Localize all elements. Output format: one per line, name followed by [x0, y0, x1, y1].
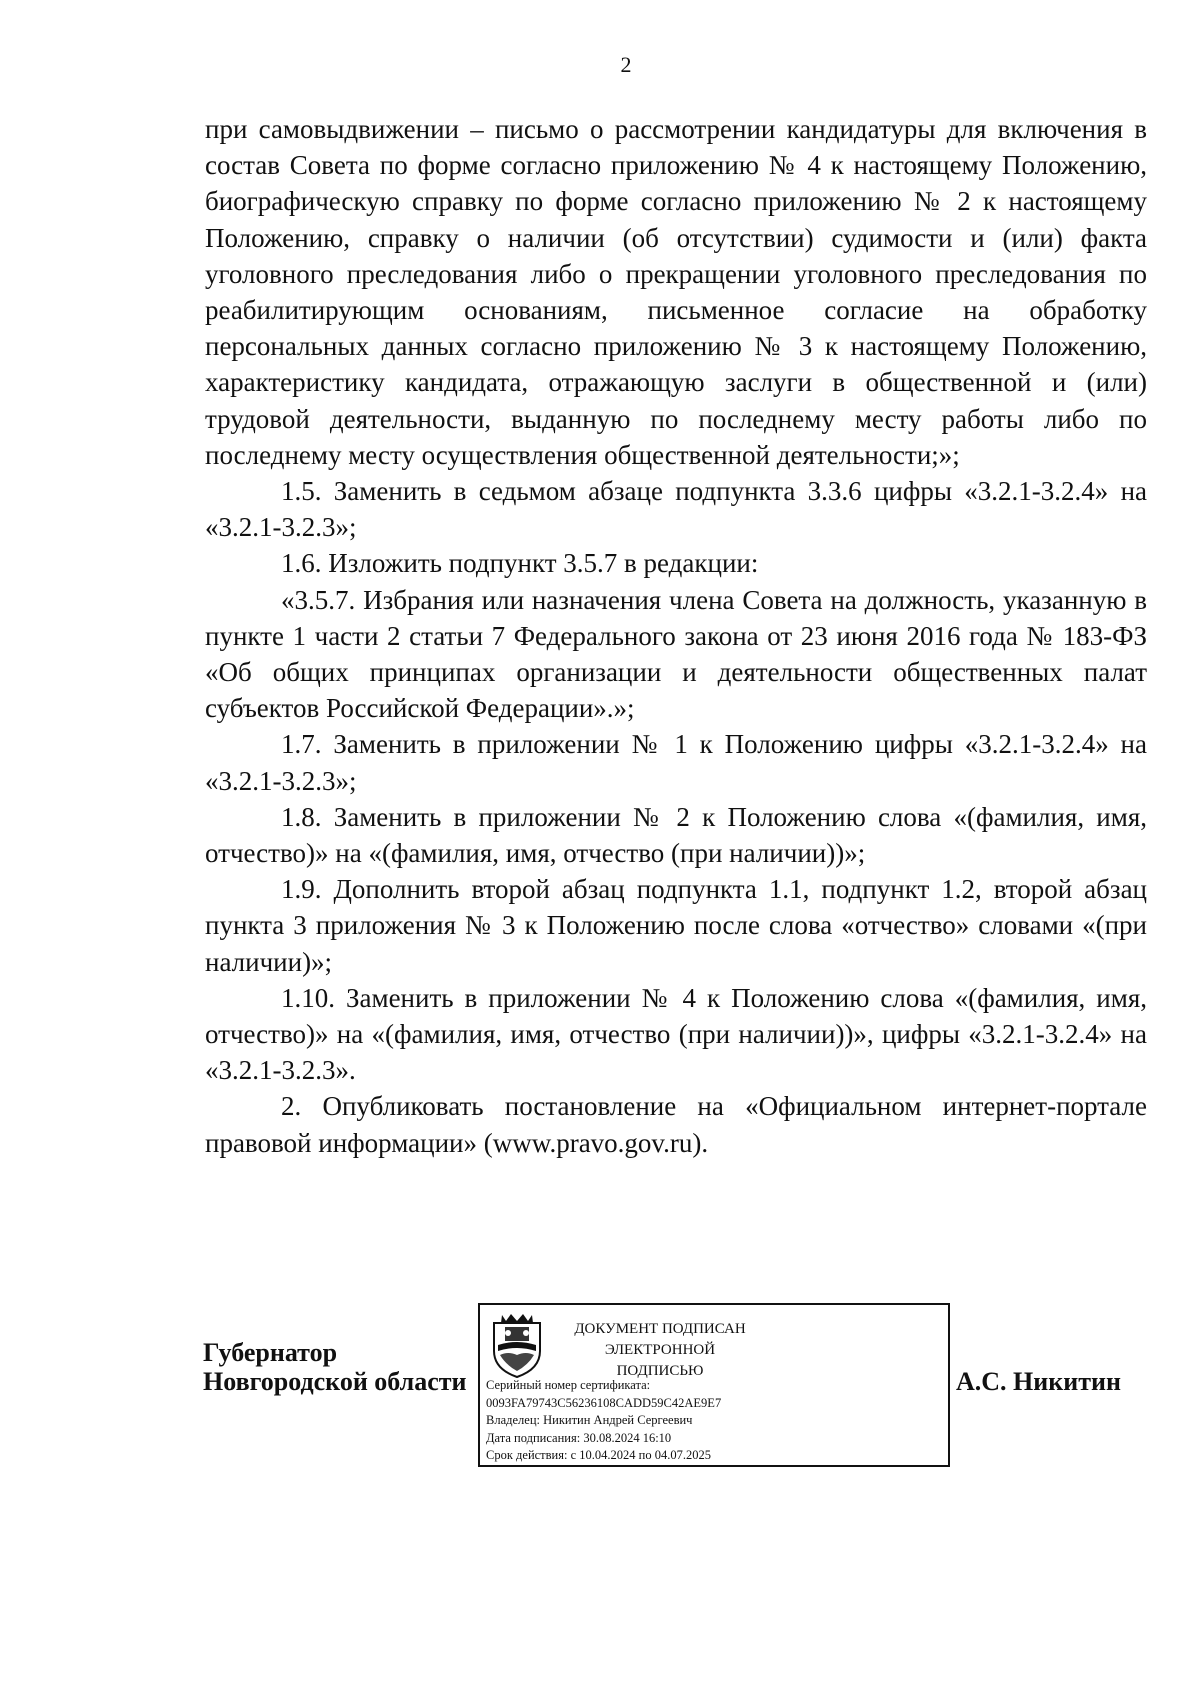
signatory-title-line1: Губернатор: [203, 1338, 338, 1367]
stamp-signed-date: Дата подписания: 30.08.2024 16:10: [486, 1430, 672, 1445]
paragraph-item-1-9: 1.9. Дополнить второй абзац подпункта 1.1, подпункт 1.2, второй абзац пункта 3 приложения № 3 к Положению после слова «отчество» словами «(при наличии)»;: [205, 874, 1147, 977]
stamp-cert-number: 0093FA79743C56236108CADD59C42AE9E7: [486, 1395, 722, 1410]
document-body: [205, 111, 1147, 1161]
stamp-validity: Срок действия: с 10.04.2024 по 04.07.2025: [486, 1448, 711, 1462]
paragraph-item-1-5: 1.5. Заменить в седьмом абзаце подпункта 3.3.6 цифры «3.2.1-3.2.4» на «3.2.1-3.2.3»;: [205, 476, 1147, 543]
stamp-cert-label: Серийный номер сертификата:: [486, 1378, 651, 1392]
signatory-title: [203, 1338, 467, 1396]
stamp-header: [560, 1319, 760, 1382]
page-number: 2: [620, 52, 632, 77]
novgorod-coat-of-arms-icon: [488, 1311, 546, 1379]
paragraph-quote-3-5-7: «3.5.7. Избрания или назначения члена Совета на должность, указанную в пункте 1 части 2 статьи 7 Федерального закона от 23 июня 2016 года № 183-ФЗ «Об общих принципах организации и деятельности общественных палат субъектов Российской Федерации».»;: [205, 584, 1147, 724]
paragraph-item-1-7: 1.7. Заменить в приложении № 1 к Положению цифры «3.2.1-3.2.4» на «3.2.1-3.2.3»;: [205, 729, 1147, 796]
signatory-title-line2: Новгородской области: [203, 1367, 467, 1396]
electronic-signature-stamp: [478, 1303, 950, 1467]
paragraph-item-1-10: 1.10. Заменить в приложении № 4 к Положению слова «(фамилия, имя, отчество)» на «(фамилия, имя, отчество (при наличии))», цифры «3.2.1-3.2.4» на «3.2.1-3.2.3».: [205, 982, 1147, 1086]
paragraph-item-1-6: 1.6. Изложить подпункт 3.5.7 в редакции:: [281, 548, 759, 579]
paragraph-item-2: 2. Опубликовать постановление на «Официальном интернет-портале правовой информации» (www.pravo.gov.ru).: [205, 1091, 1147, 1158]
signatory-name: А.С. Никитин: [956, 1367, 1121, 1396]
stamp-header-line1: ДОКУМЕНТ ПОДПИСАН: [574, 1321, 746, 1337]
stamp-owner: Владелец: Никитин Андрей Сергеевич: [486, 1413, 693, 1427]
stamp-fields: [486, 1377, 942, 1465]
stamp-header-line2: ЭЛЕКТРОННОЙ ПОДПИСЬЮ: [604, 1342, 716, 1379]
paragraph-continuation: при самовыдвижении – письмо о рассмотрении кандидатуры для включения в состав Совета по форме согласно приложению № 4 к настоящему Положению, биографическую справку по форме согласно приложению № 2 к настоящему Положению, справку о наличии (об отсутствии) судимости и (или) факта уголовного преследования либо о прекращении уголовного преследования по реабилитирующим основаниям, письменное согласие на обработку персональных данных согласно приложению № 3 к настоящему Положению, характеристику кандидата, отражающую заслуги в общественной и (или) трудовой деятельности, выданную по последнему месту работы либо по последнему месту осуществления общественной деятельности;»;: [205, 114, 1147, 470]
paragraph-item-1-8: 1.8. Заменить в приложении № 2 к Положению слова «(фамилия, имя, отчество)» на «(фамилия, имя, отчество (при наличии))»;: [205, 801, 1147, 869]
